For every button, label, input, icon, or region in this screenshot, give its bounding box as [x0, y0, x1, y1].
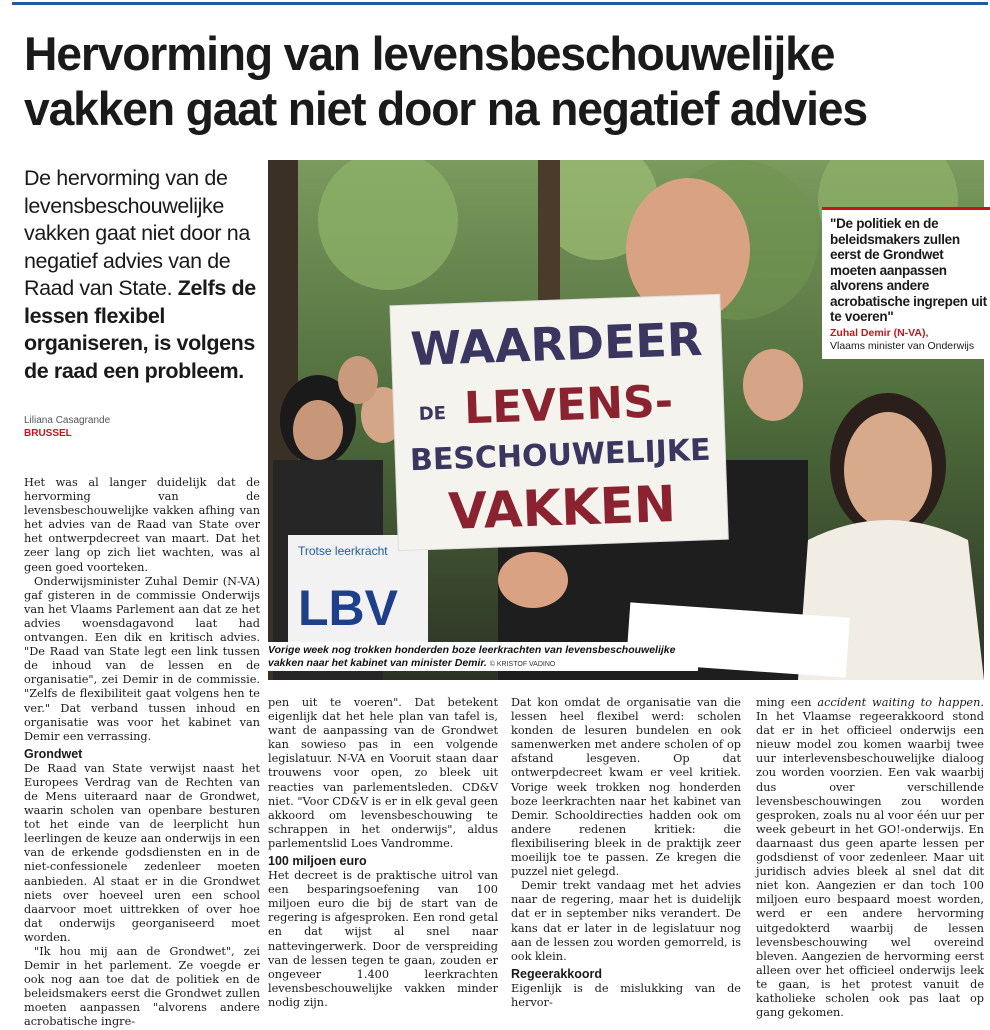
sign-small: DE [418, 402, 447, 425]
subheading-100-miljoen: 100 miljoen euro [268, 854, 367, 869]
byline-author: Liliana Casagrande [24, 415, 111, 426]
intro-bold: Zelfs de lessen flexibel organiseren, is volgens de raad een probleem. [24, 276, 256, 383]
caption-text: Vorige week nog trokken honderden boze leerkrachten van levensbeschouwelijke vakken naar het kabinet van minister Demir. [268, 644, 676, 669]
headline-line-1: Hervorming van levensbeschouwelijke [24, 27, 835, 80]
col4-text-a: ming een [756, 696, 818, 709]
sign-line-4: VAKKEN [447, 474, 677, 541]
banner-text: Trotse leerkracht [298, 544, 388, 558]
article-column-1 [24, 476, 260, 1030]
photo-caption [268, 642, 698, 671]
byline [24, 414, 110, 440]
intro-plain: De hervorming van de levensbeschouwelijke vakken gaat niet door na negatief advies van de Raad van State. [24, 166, 250, 300]
sign-line-2: LEVENS- [463, 376, 674, 435]
banner-letters: LBV [298, 580, 398, 636]
col1-paragraph-2: Onderwijsminister Zuhal Demir (N-VA) gaf gisteren in de commissie Onderwijs van het Vlaams Parlement aan dat ze het advies woensdagavond laat had ontvangen. Een dik en kritisch advies. "De Raad van State legt een link tussen de inhoud van de lessen en de organisatie", zei Demir in de commissie. "Zelfs de flexibiliteit gaat volgens hen te ver." Dat verband tussen inhoud en organisatie was voor het kabinet van Demir een verrassing. [24, 574, 260, 743]
quote-role: Vlaams minister van Onderwijs [830, 339, 975, 352]
subheading-regeerakkoord: Regeerakkoord [511, 966, 603, 981]
col4-text-b: . In het Vlaamse regeerakkoord stond dat er in het officieel onderwijs een nieuw model zou komen waarbij twee uur interlevensbeschouwelijke dialoog zou worden voorzien. Een vak waarbij dus over verschillende levensbeschouwingen zou worden gesproken, zoals nu al voor één uur per week gebeurt in het GO!-onderwijs. En daarnaast dus geen aparte lessen per godsdienst of voor zedenleer. Maar uit juridisch advies bleek al snel dat dit niet kon. Aangezien er dan toch 100 miljoen euro bespaard moest worden, werd er een andere hervorming uitgedokterd waarbij de lessen levensbeschouwing wel overeind bleven. Aangezien de hervorming eerst alleen over het officieel onderwijs leek te gaan, is het protest vanuit de katholieke scholen ook pas laat op gang gekomen. [756, 696, 984, 1020]
col3-paragraph-1: Dat kon omdat de organisatie van die lessen heel flexibel werd: scholen konden de lesuren bundelen en ook samenwerken met andere scholen of op afstand lesgeven. Op dat ontwerpdecreet kwam er veel kritiek. Vorige week trokken nog honderden boze leerkrachten naar het kabinet van Demir. Schooldirecties hadden ook om andere redenen kritiek: die flexibilisering bleek in de praktijk zeer moeilijk toe te passen. Ze kregen die puzzel niet gelegd. [511, 696, 741, 879]
col1-paragraph-1: Het was al langer duidelijk dat de hervorming van de levensbeschouwelijke vakken afhing van het advies van de Raad van State over het ontwerpdecreet van maart. Dat het zeer lang op zich liet wachten, was al geen goed voorteken. [24, 476, 260, 574]
col1-paragraph-3: De Raad van State verwijst naast het Europees Verdrag van de Rechten van de Mens uiteraard naar de Grondwet, waarin scholen van openbare besturen tot het einde van de leerplicht hun leerlingen de keuze aan onderwijs in een van de erkende godsdiensten en in de niet-confessionele zedenleer moeten aanbieden. Al staat er in die Grondwet niets over hoeveel uren een school daarvoor moet uittrekken of over hoe dat onderwijs georganiseerd moet worden. [24, 761, 260, 944]
headline-line-2: vakken gaat niet door na negatief advies [24, 82, 867, 135]
quote-name: Zuhal Demir (N-VA), [830, 326, 929, 339]
article-column-2 [268, 696, 498, 1010]
quote-text: "De politiek en de beleidsmakers zullen eerst de Grondwet moeten aanpassen alvorens andere acrobatische ingrepen uit te voeren" [830, 216, 987, 324]
pull-quote [822, 207, 990, 359]
headline [24, 26, 970, 136]
sign-line-1: WAARDEER [409, 311, 704, 377]
sign-line-3: BESCHOUWELIJKE [409, 432, 712, 479]
subheading-grondwet: Grondwet [24, 746, 83, 761]
intro-lead [24, 165, 260, 385]
article-column-3 [511, 696, 741, 1010]
col3-paragraph-2: Demir trekt vandaag met het advies naar de regering, maar het is duidelijk dat er in september niks verandert. De kans dat er later in de legislatuur nog aan de lessen zou worden gemorreld, is ook klein. [511, 879, 741, 963]
col1-paragraph-4: "Ik hou mij aan de Grondwet", zei Demir in het parlement. Ze voegde er ook nog aan toe dat de politiek en de beleidsmakers eerst die Grondwet zullen moeten aanpassen "alvorens andere acrobatische ingre- [24, 945, 260, 1029]
top-rule [12, 2, 988, 5]
photo-credit: © KRISTOF VADINO [489, 661, 556, 668]
byline-location: BRUSSEL [24, 428, 72, 439]
col3-paragraph-3: Eigenlijk is de mislukking van de hervor- [511, 981, 741, 1009]
col2-paragraph-2: Het decreet is de praktische uitrol van een besparingsoefening van 100 miljoen euro die bij de start van de regering is afgesproken. Een rond getal en dat wijst al snel naar nattevingerwerk. Door de verspreiding van de lessen tegen te gaan, zouden er ongeveer 1.400 leerkrachten levensbeschouwelijke vakken minder nodig zijn. [268, 869, 498, 1009]
col2-paragraph-1: pen uit te voeren". Dat betekent eigenlijk dat het hele plan van tafel is, want de aanpassing van de Grondwet kan sowieso pas in een volgende legislatuur. N-VA en Vooruit staan daar trouwens voor open, zo bleek uit reacties van parlementsleden. CD&V niet. "Voor CD&V is er in elk geval geen akkoord om levensbeschouwing te schrappen in het onderwijs", aldus parlementslid Loes Vandromme. [268, 696, 498, 850]
article-column-4 [756, 696, 984, 1020]
col4-paragraph-1 [756, 696, 984, 1020]
col4-emphasis: accident waiting to happen [817, 696, 981, 709]
